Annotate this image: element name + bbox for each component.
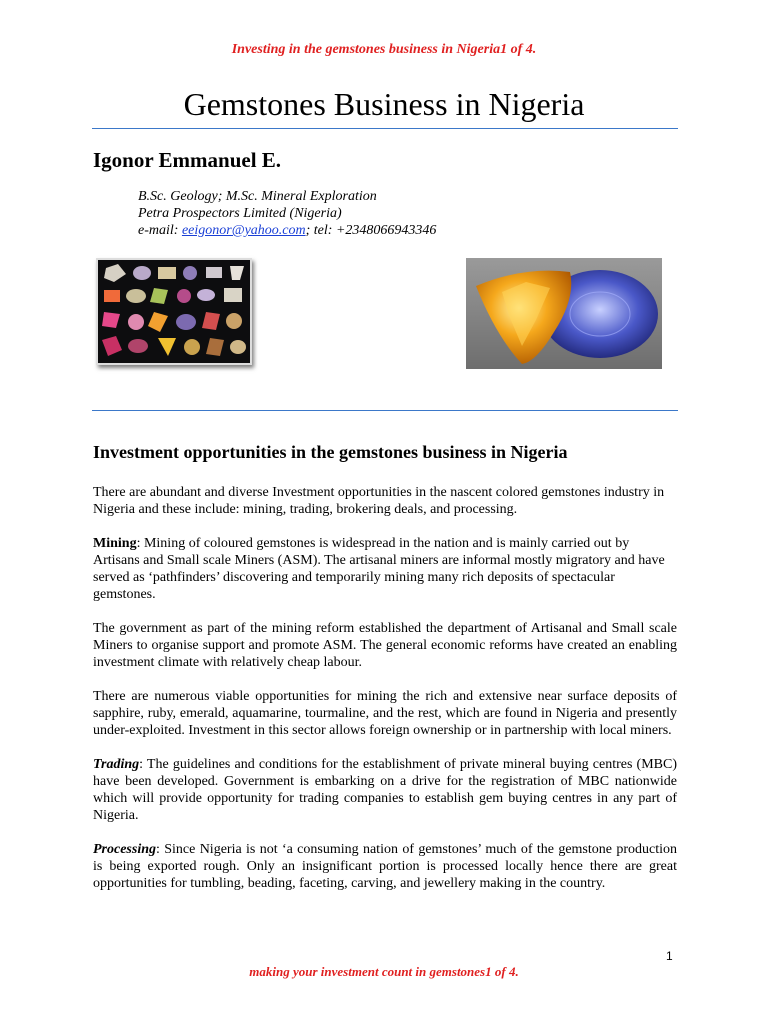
author-degrees: B.Sc. Geology; M.Sc. Mineral Exploration xyxy=(138,189,377,204)
opportunities-paragraph: There are numerous viable opportunities for mining the rich and extensive near surface deposits of sapphire, ruby, emerald, aquamarine, tourmaline, and the rest, which are found in Nigeria and presently under-exploited. Investment in this sector allows foreign ownership or in partnership with local miners. xyxy=(93,689,677,738)
author-credentials xyxy=(138,188,436,239)
trading-text: : The guidelines and conditions for the establishment of private mineral buying centres (MBC) have been developed. Government is embarking on a drive for the registration of MBC nationwide which will provide opportunity for trading companies to establish gem buying centres in any part of Nigeria. xyxy=(93,757,677,823)
mining-paragraph xyxy=(93,535,677,603)
trading-paragraph xyxy=(93,756,677,824)
trading-label: Trading xyxy=(93,757,140,772)
author-name: Igonor Emmanuel E. xyxy=(93,148,282,172)
telephone-text: ; tel: +2348066943346 xyxy=(305,223,437,238)
page-number: 1 xyxy=(666,949,673,963)
mining-text: : Mining of coloured gemstones is widespread in the nation and is mainly carried out by Artisans and Small scale Miners (ASM). The artisanal miners are informal mostly migratory and have served as ‘pathfinders’ discovering and temporarily mining many rich deposits of spectacular gemstones. xyxy=(93,536,665,602)
gem-grid-icon xyxy=(98,260,250,363)
header-note: Investing in the gemstones business in Nigeria1 of 4. xyxy=(231,42,537,57)
section-heading: Investment opportunities in the gemstones business in Nigeria xyxy=(93,442,568,462)
title-divider xyxy=(92,128,678,129)
assorted-gemstones-photo xyxy=(96,258,252,365)
reform-paragraph: The government as part of the mining reform established the department of Artisanal and Small scale Miners to organise support and promote ASM. The general economic reforms have created an enabling investment climate with relatively cheap labour. xyxy=(93,621,677,670)
processing-label: Processing xyxy=(93,842,156,857)
document-title: Gemstones Business in Nigeria xyxy=(183,86,585,122)
section-divider xyxy=(92,410,678,411)
author-contact xyxy=(138,222,436,239)
gem-pair-icon xyxy=(466,258,662,369)
intro-paragraph: There are abundant and diverse Investment opportunities in the nascent colored gemstones industry in Nigeria and these include: mining, trading, brokering deals, and processing. xyxy=(93,485,665,517)
author-company: Petra Prospectors Limited (Nigeria) xyxy=(138,206,342,221)
processing-paragraph xyxy=(93,841,677,892)
footer-note: making your investment count in gemstones1 of 4. xyxy=(249,964,519,979)
email-label: e-mail: xyxy=(138,223,182,238)
article-body xyxy=(93,484,677,892)
yellow-and-blue-gemstones-photo xyxy=(466,258,662,369)
mining-label: Mining xyxy=(93,536,137,551)
processing-text: : Since Nigeria is not ‘a consuming nation of gemstones’ much of the gemstone production is being exported rough. Only an insignificant portion is processed locally hence there are great opportunities for tumbling, beading, faceting, carving, and jewellery making in the country. xyxy=(93,842,677,891)
email-link[interactable]: eeigonor@yahoo.com xyxy=(181,223,306,238)
